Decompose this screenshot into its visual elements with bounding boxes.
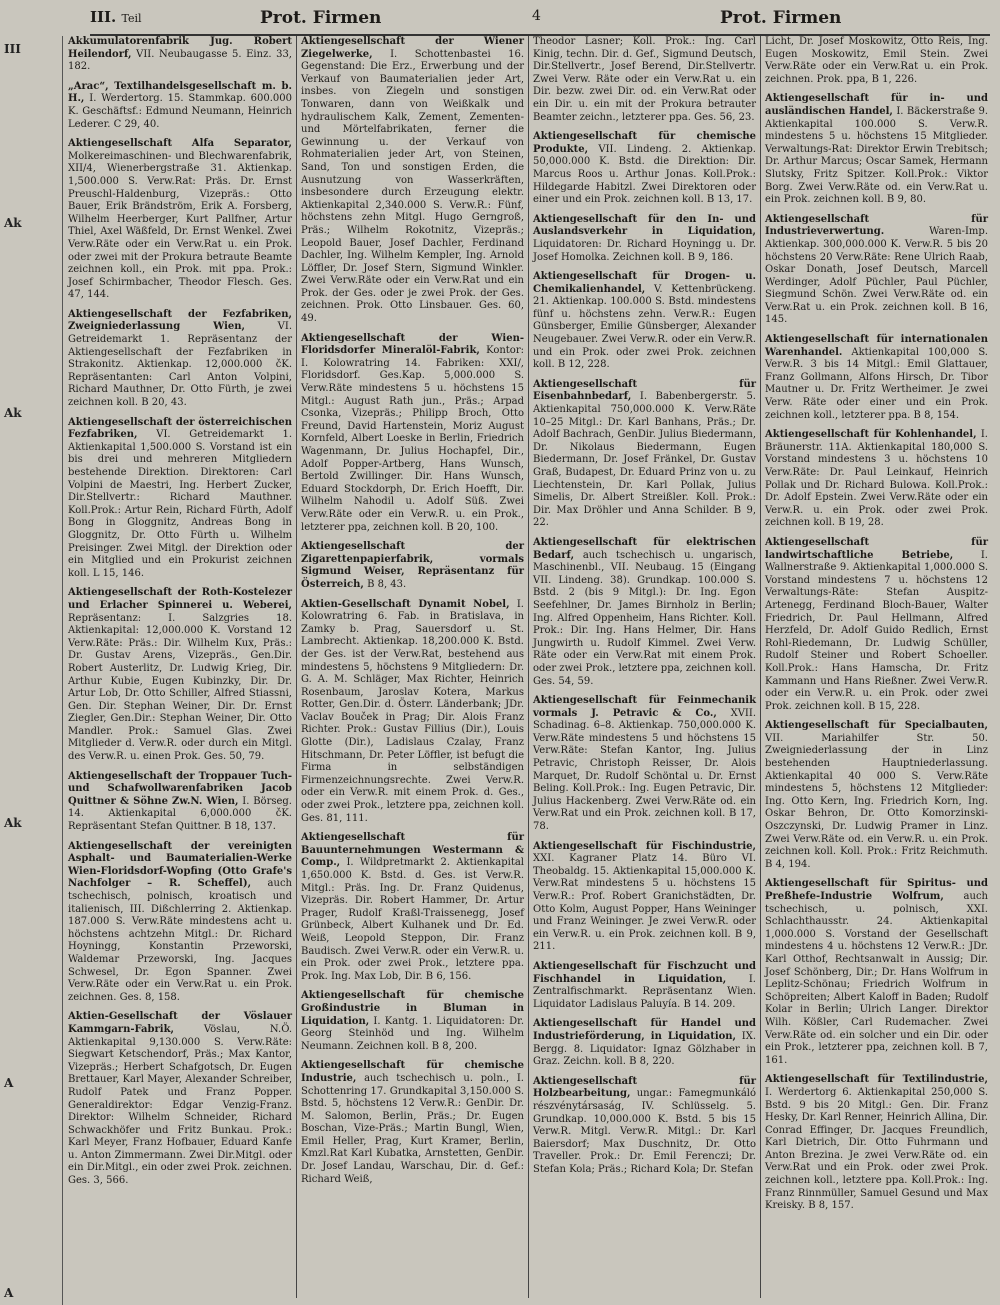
column-1 [64,36,296,1298]
margin-fragment: A [4,1076,14,1090]
company-name: Aktiengesellschaft für Handel und Industrieförderung, in Liquidation, [533,1018,756,1042]
company-name: Aktiengesellschaft der Fezfabriken, Zweigniederlassung Wien, [68,308,292,333]
company-entry [301,1060,524,1186]
column-2 [296,36,528,1298]
company-name: Aktiengesellschaft für Spiritus- und Preßhefe-Industrie Wolfrum, [765,878,988,902]
company-entry [765,1074,988,1213]
company-details: VI. Getreidemarkt 1. Repräsentanz der Aktiengesellschaft der Fezfabriken in Strakonitz. Aktienkap. 12,000.000 čK. Repräsentanten: Carl Anton Volpini, Richard Mauthner, Dr. Otto Fürth, je zwei zeichnen koll. B 20, 43. [68,321,292,409]
company-details: auch tschechisch, u. polnisch, XXI. Schlachthausstr. 24. Aktienkapital 1,000.000 S. Vorstand der Gesellschaft mindestens 4 u. höchstens 12 Verw.R.: JDr. Karl Otthof, Rechtsanwalt in Aussig; Dir. Josef Schönberg, Dir.; Dr. Hans Wolfrum in Leplitz-Schönau; Friedrich Wolfrum in Schöpreiten; Albert Kaloff in Baden; Rudolf Kolar in Berlin; Ulrich Langer. Direktor Wilh. Kößler, Carl Rudemacher. Zwei Verw.Räte od. ein solcher und ein Dir. oder ein Prok., letzterer ppa, zeichnen koll. B 7, 161. [765,891,988,1066]
company-details: Repräsentanz: I. Salzgries 18. Aktienkapital: 12,000.000 K. Vorstand 12 Verw.Räte: Präs.: Dir. Wilhelm Kux, Präs.: Dr. Gustav Arens, Vizepräs., Gen.Dir. Robert Austerlitz, Dr. Ludwig Krieg, Dir. Arthur Kubie, Eugen Kubinzky, Dir. Dr. Artur Lob, Dr. Otto Schiller, Alfred Stiassni, Gen. Dir. Stephan Weiner, Dir. Dr. Ernst Ziegler, Gen.Dir.: Stephan Weiner, Dir. Otto Mandler. Prok.: Samuel Glas. Zwei Mitglieder d. Verw.R. oder durch ein Mitgl. des Verw.R. u. einen Prok. Ges. 50, 79. [68,612,292,763]
company-entry [68,771,292,834]
company-details: VII. Mariahilfer Str. 50. Zweigniederlassung der in Linz bestehenden Hauptniederlassung. Aktienkapital 40 000 S. Verw.Räte mindestens 5, höchstens 12 Mitglieder: Ing. Otto Kern, Ing. Friedrich Korn, Ing. Oskar Behron, Dr. Otto Komorzinski-Oszczynski, Dr. Ludwig Pramer in Linz. Zwei Verw.Räte od. ein Verw.R. u. ein Prok. zeichnen koll. Koll. Prok.: Fritz Reichmuth. B 4, 194. [765,732,988,870]
company-name: Aktiengesellschaft für Kohlenhandel, [765,429,977,441]
page-header [90,4,990,36]
company-entry [533,537,756,688]
company-details: Vöslau, N.Ö. Aktienkapital 9,130.000 S. Verw.Räte: Siegwart Ketschendorf, Präs.; Max Kantor, Vizepräs.; Herbert Schafgotsch, Dr. Eugen Brettauer, Karl Mayer, Alexander Schreiber, Rudolf Patek und Franz Popper. Generaldirektor: Edgar Venzig-Franz. Direktor: Wilhelm Schneider, Richard Schwackhöfer und Fritz Bunkau. Prok.: Karl Meyer, Franz Hofbauer, Eduard Kanfe u. Anton Zimmermann. Zwei Dir.Mitgl. oder ein Dir.Mitgl., ein oder zwei Prok. zeichnen. Ges. 3, 566. [68,1023,292,1187]
company-name: Aktiengesellschaft für Holzbearbeitung, [533,1075,756,1100]
company-name: Aktiengesellschaft für internationalen Warenhandel. [765,334,988,358]
company-entry [301,832,524,983]
company-entry [68,36,292,74]
company-details: VII. Lindeng. 2. Aktienkap. 50,000.000 K. Bstd. die Direktion: Dir. Marcus Roos u. Arthur Jonas. Koll.Prok.: Hildegarde Habitzl. Zwei Direktoren oder einer und ein Prok. zeichnen koll. B 13, 17. [533,143,756,206]
company-name: Aktiengesellschaft der Wien-Floridsdorfer Mineralöl-Fabrik, [301,332,524,357]
company-entry [765,537,988,713]
margin-fragment: Ak [4,216,22,230]
company-details: Aktienkapital 100,000 S. Verw.R. 3 bis 14 Mitgl.: Emil Glattauer, Franz Gollmann, Alfons Hirsch, Dr. Tibor Mautner u. Dr. Fritz Wertheimer. Je zwei Verw. Räte oder einer und ein Prok. zeichnen koll., letzterer ppa. B 8, 154. [765,346,988,421]
company-name: Aktiengesellschaft für in- und ausländischen Handel, [765,93,988,117]
company-details: Waren-Imp. Aktienkap. 300,000.000 K. Verw.R. 5 bis 20 höchstens 20 Verw.Räte: Rene Ulrich Raab, Oskar Donath, Josef Deutsch, Marcell Werdinger, Adolf Püchler, Paul Püchler, Siegmund Schön. Zwei Verw.Räte od. ein Verw.Rat u. ein Prok. zeichnen koll. B 16, 145. [765,226,988,326]
column-3 [528,36,760,1298]
column-4 [760,36,992,1298]
company-name: Aktiengesellschaft für Industrieverwertung. [765,213,988,238]
margin-fragment: Ak [4,816,22,830]
company-entry [68,309,292,410]
company-details: ungar.: Famegmunkáló részvénytársaság, IV. Schlüsselg. 5. Grundkap. 10,000.000 K. Bstd. 5 bis 15 Verw.R. Mitgl. Verw.R. Mitgl.: Dr. Karl Baiersdorf; Max Duschnitz, Dr. Otto Traveller. Prok.: Dr. Emil Ferenczi; Dr. Stefan Kola; Präs.; Richard Kola; Dr. Stefan [533,1088,756,1175]
company-entry [765,429,988,530]
margin-fragment: III [4,42,21,56]
company-entry [533,214,756,264]
company-entry [68,587,292,763]
company-details: IX. Bergg. 8. Liquidator: Ignaz Gölzhaber in Graz. Zeichn. koll. B 8, 220. [533,1030,756,1068]
company-entry [68,841,292,1005]
company-name: Aktiengesellschaft für Feinmechanik vormals J. Petravic & Co., [533,695,756,719]
company-details: I. Börseg. 14. Aktienkapital 6,000.000 čK. Repräsentant Stefan Quittner. B 18, 137. [68,795,292,833]
company-details: Molkereimaschinen- und Blechwarenfabrik, XII/4, Wienerbergstraße 31. Aktienkap. 1,500.000 S. Verw.Rat: Präs. Dr. Ernst Preuschl-Haldenburg, Vizepräs.: Otto Bauer, Erik Brändström, Erik A. Forsberg, Wilhelm Heerberger, Kurt Pallfner, Artur Thiel, Axel Wäßfeld, Dr. Ernst Wenkel. Zwei Verw.Räte oder ein Verw.Rat u. ein Prok. oder zwei mit der Prokura betraute Beamte zeichnen koll., ein Prok. mit ppa. Prok.: Josef Schirmbacher, Theodor Flesch. Ges. 47, 144. [68,150,292,301]
company-name: Aktiengesellschaft für landwirtschaftliche Betriebe, [765,536,988,561]
company-details: I. Zentralfischmarkt. Repräsentanz Wien. Liquidator Ladislaus Paluyía. B 14. 209. [533,973,756,1010]
company-entry [533,271,756,372]
company-name: Aktien-Gesellschaft Dynamit Nobel, [301,598,510,610]
company-details: B 8, 43. [367,578,407,590]
company-name: Aktiengesellschaft für elektrischen Bedarf, [533,536,756,561]
company-name: Aktiengesellschaft für Eisenbahnbedarf, [533,378,756,403]
company-details: V. Kettenbrückeng. 21. Aktienkap. 100.000 S. Bstd. mindestens fünf u. höchstens zehn. Verw.R.: Eugen Günsberger, Emilie Günsberger, Alexander Neugebauer. Zwei Verw.R. oder ein Verw.R. und ein Prok. oder zwei Prok. zeichnen koll. B 12, 228. [533,283,756,371]
running-title-left: Prot. Firmen [260,8,382,28]
company-name: Aktiengesellschaft für Fischindustrie, [533,840,756,852]
company-name: Aktiengesellschaft für Bauunternehmungen Westermann & Comp., [301,832,524,869]
company-name: Aktiengesellschaft für Specialbauten, [765,720,988,732]
company-entry [533,1076,756,1177]
company-entry [68,417,292,581]
company-name: Aktiengesellschaft für Drogen- u. Chemikalienhandel, [533,271,756,295]
page-number: 4 [532,8,541,24]
company-details: I. Werdertorg. 15. Stammkap. 600.000 K. Geschäftsf.: Edmund Neumann, Heinrich Lederer. C 29, 40. [68,93,292,130]
company-entry [533,1018,756,1068]
company-entry [301,36,524,326]
margin-fragment: A [4,1286,14,1300]
company-name: Aktiengesellschaft der österreichischen Fezfabriken, [68,416,292,441]
adjacent-page-margin [0,36,63,1305]
company-details: Theodor Lasner; Koll. Prok.: Ing. Carl Kinig, techn. Dir. d. Gef., Sigmund Deutsch, Dir.Stellvertr., Josef Berend, Dir.Stellvertr. Zwei Verw. Räte oder ein Verw.Rat u. ein Dir. bezw. zwei Dir. od. ein Verw.Rat oder ein Dir. u. ein mit der Prokura betrauter Beamter zeichn., letzterer ppa. Ges. 56, 23. [533,36,756,123]
company-entry [765,93,988,206]
entry-columns [64,36,994,1298]
company-details: Licht, Dr. Josef Moskowitz, Otto Reis, Ing. Eugen Moskowitz, Emil Stein. Zwei Verw.Räte oder ein Verw.Rat u. ein Prok. zeichnen. Prok. ppa, B 1, 226. [765,36,988,85]
company-details: I. Wildpretmarkt 2. Aktienkapital 1,650.000 K. Bstd. d. Ges. ist Verw.R. Mitgl.: Präs. Ing. Dr. Franz Quidenus, Vizepräs. Dir. Robert Hammer, Dr. Artur Prager, Rudolf Kraßl-Traissenegg, Josef Grünbeck, Albert Kulhanek und Dr. Ed. Weiß, Leopold Steppon, Dir. Franz Baudisch. Zwei Verw.R. oder ein Verw.R. u. ein Prok. oder zwei Prok., letztere ppa. Prok. Ing. Max Lob, Dir. B 6, 156. [301,857,524,982]
company-entry [765,36,988,86]
company-entry [301,990,524,1053]
company-details: I. Wallnerstraße 9. Aktienkapital 1,000.000 S. Vorstand mindestens 7 u. höchstens 12 Verwaltungs-Räte: Stefan Auspitz-Artenegg, Ferdinand Bloch-Bauer, Walter Friedrich, Dr. Paul Hellmann, Alfred Herzfeld, Dr. Adolf Guido Redlich, Ernst Rohl-Riedemann, Dr. Ludwig Schüller, Rudolf Steiner und Robert Schoeller. Koll.Prok.: Hans Hamscha, Dr. Fritz Kammann und Hans Rießner. Zwei Verw.R. oder ein Verw.R. u. ein Prok. oder zwei Prok. zeichnen koll. B 15, 228. [765,549,988,712]
margin-fragment: Ak [4,406,22,420]
company-name: Aktiengesellschaft Alfa Separator, [68,138,292,150]
company-details: I. Schottenbastei 16. Gegenstand: Die Erz., Erwerbung und der Verkauf von Baumaterialien jeder Art, insbes. von Ziegeln und sonstigen Tonwaren, dann von Weißkalk und hydraulischem Kalk, Zement, Zementen- und Mörtelfabrikaten, ferner die Gewinnung u. der Verkauf von Rohmaterialien jeder Art, von Steinen, Sand, Ton und sonstigen Erden, die Ausnutzung von Wasserkräften, insbesondere durch Erzeugung elektr. Aktienkapital 2,340.000 S. Verw.R.: Fünf, höchstens zehn Mitgl. Hugo Gerngroß, Präs.; Wilhelm Rokotnitz, Vizepräs.; Leopold Bauer, Josef Dachler, Ferdinand Dachler, Ing. Wilhelm Kempler, Ing. Arnold Löffler, Dr. Josef Stern, Sigmund Winkler. Zwei Verw.Räte oder ein Verw.Rat und ein Prok. der Ges. oder je zwei Prok. der Ges. zeichnen. Prok. Otto Linsbauer. Ges. 60, 49. [301,48,524,325]
running-title-right: Prot. Firmen [720,8,842,28]
company-details: VII. Neubaugasse 5. Einz. 33, 182. [68,48,292,73]
company-entry [301,541,524,591]
company-name: Aktiengesellschaft der Roth-Kostelezer und Erlacher Spinnerei u. Weberei, [68,587,292,611]
company-name: Aktiengesellschaft für den In- und Auslandsverkehr in Liquidation, [533,213,756,238]
company-name: Aktiengesellschaft für chemische Produkte, [533,131,756,155]
company-entry [68,1011,292,1187]
company-entry [68,138,292,302]
company-entry [533,961,756,1011]
company-details: XVII. Schadinag. 6–8. Aktienkap. 750,000.000 K. Verw.Räte mindestens 5 und höchstens 15 Verw.Räte: Stefan Kantor, Ing. Julius Petravic, Christoph Reisser, Dr. Alois Marquet, Dr. Rudolf Schöntal u. Dr. Ernst Beling. Koll.Prok.: Ing. Eugen Petravic, Dir. Julius Hackenberg. Zwei Verw.Räte od. ein Verw.Rat und ein Prok. zeichnen koll. B 17, 78. [533,707,756,833]
company-details: I. Kantg. 1. Liquidatoren: Dr. Georg Steinhöd und Ing. Wilhelm Neumann. Zeichnen koll. B 8, 200. [301,1015,524,1052]
company-entry [533,131,756,207]
company-name: Aktiengesellschaft der Zigarettenpapierfabrik, vormals Sigmund Weiser, Repräsentanz für Österreich, [301,541,524,590]
company-details: XXI. Kagraner Platz 14. Büro VI. Theobaldg. 15. Aktienkapital 15,000.000 K. Verw.Rat mindestens 5 u. höchstens 15 Verw.R.: Prof. Robert Granichstädten, Dr. Otto Kolm, August Popper, Hans Weininger und Franz Weininger. Je zwei Verw.R. oder ein Verw.R. u. ein Prok. zeichnen koll. B 9, 211. [533,853,756,953]
company-details: auch tschechisch u. ungarisch, Maschinenbl., VII. Neubaug. 15 (Eingang VII. Lindeng. 38). Grundkap. 100.000 S. Bstd. 2 (bis 9 Mitgl.): Dr. Ing. Egon Seefehlner, Dr. James Birnholz in Berlin; Ing. Alfred Oppenheim, Hans Richter. Koll. Prok.: Dir. Ing. Hans Helmer, Dir. Hans Jungwirth u. Rudolf Kimmel. Zwei Verw. Räte oder ein Verw.Rat mit einem Prok. oder zwei Prok., letztere ppa, zeichnen koll. Ges. 54, 59. [533,549,756,687]
company-entry [301,333,524,535]
company-details: Kontor: I. Kolowratring 14. Fabriken: XXI/, Floridsdorf. Ges.Kap. 5,000.000 S. Verw.Räte mindestens 5 u. höchstens 15 Mitgl.: August Rath jun., Präs.; Arpad Csonka, Vizepräs.; Philipp Broch, Otto Freund, David Hartenstein, Moriz August Kornfeld, Albert Loeske in Berlin, Friedrich Wagenmann, Dr. Julius Hochapfel, Dir., Adolf Popper-Artberg, Hans Wunsch, Bertold Zwillinger. Dir. Hans Wunsch, Eduard Stockdorph, Dr. Erich Hoefft, Dir. Wilhelm Nahodil u. Adolf Süß. Zwei Verw.Räte oder ein Verw.R. u. ein Prok., letzterer ppa, zeichnen koll. B 20, 100. [301,345,524,533]
company-entry [533,36,756,124]
company-details: I. Kolowratring 6. Fab. in Bratislava, in Zamky b. Prag, Sauersdorf u. St. Lambrecht. Aktienkap. 18,200.000 K. Bstd. der Ges. ist der Verw.Rat, bestehend aus mindestens 5, höchstens 9 Mitgliedern: Dr. G. A. M. Schläger, Max Richter, Heinrich Rosenbaum, Jaroslav Kotera, Markus Rotter, Gen.Dir. d. Österr. Länderbank; JDr. Vaclav Bouček in Prag; Dir. Alois Franz Richter. Prok.: Gustav Fillius (Dir.), Louis Glotte (Dir.), Ladislaus Czalay, Franz Hitschmann, Dr. Peter Löffler, ist befugt die Firma in selbständigen Firmenzeichnungsrechte. Zwei Verw.R. oder ein Verw.R. mit einem Prok. d. Ges., oder zwei Prok., letztere ppa, zeichnen koll. Ges. 81, 111. [301,598,524,824]
company-name: Aktiengesellschaft der Troppauer Tuch- und Schafwollwarenfabriken Jacob Quittner & Söhne Zw.N. Wien, [68,770,292,807]
company-name: Aktiengesellschaft für chemische Großindustrie in Bluman in Liquidation, [301,990,524,1027]
company-name: Aktiengesellschaft für chemische Industrie, [301,1060,524,1084]
company-entry [765,720,988,871]
company-details: I. Bräunerstr. 11A. Aktienkapital 180,000 S. Vorstand mindestens 3 u. höchstens 10 Verw.Räte: Dr. Paul Leinkauf, Heinrich Pollak und Dr. Richard Bulowa. Koll.Prok.: Dr. Adolf Epstein. Zwei Verw.Räte oder ein Verw.R. u. ein Prok. oder zwei Prok. zeichnen koll. B 19, 28. [765,429,988,529]
company-entry [765,214,988,327]
company-entry [765,334,988,422]
company-details: auch tschechisch, polnisch, kroatisch und italienisch, III. Dißchlerring 2. Aktienkap. 187.000 S. Verw.Räte mindestens acht u. höchstens achtzehn Mitgl.: Dr. Richard Hoyningg, Konstantin Przeworski, Waldemar Przeworski, Ing. Jacques Schwesel, Dr. Egon Spanner. Zwei Verw.Räte oder ein Verw.Rat u. ein Prok. zeichnen. Ges. 8, 158. [68,878,292,1003]
company-details: I. Werdertorg 6. Aktienkapital 250,000 S. Bstd. 9 bis 20 Mitgl.: Gen. Dir. Franz Hesky, Dr. Karl Renner, Heinrich Allina, Dir. Conrad Effinger, Dr. Jacques Freundlich, Karl Dietrich, Dir. Otto Fuhrmann und Anton Brezina. Je zwei Verw.Räte od. ein Verw.Rat und ein Prok. oder zwei Prok. zeichnen koll., letztere ppa. Koll.Prok.: Ing. Franz Rinnmüller, Samuel Gesund und Max Kreisky. B 8, 157. [765,1086,988,1212]
company-details: Liquidatoren: Dr. Richard Hoyningg u. Dr. Josef Homolka. Zeichnen koll. B 9, 186. [533,238,756,263]
company-details: I. Bäckerstraße 9. Aktienkapital 100.000 S. Verw.R. mindestens 5 u. höchstens 15 Mitglieder. Verwaltungs-Rat: Direktor Erwin Trebitsch; Dr. Arthur Marcus; Oscar Samek, Hermann Slutsky, Fritz Spitzer. Koll.Prok.: Viktor Borg. Zwei Verw.Räte od. ein Verw.Rat u. ein Prok. zeichnen koll. B 9, 80. [765,105,988,206]
company-entry [533,379,756,530]
company-entry [533,841,756,954]
company-name: Aktiengesellschaft für Textilindustrie, [765,1074,988,1086]
company-details: auch tschechisch u. poln., I. Schottenring 17. Grundkapital 3,150.000 S. Bstd. 5, höchstens 12 Verw.R.: GenDir. Dr. M. Salomon, Berlin, Präs.; Dr. Eugen Boschan, Vize-Präs.; Martin Bungl, Wien, Emil Heller, Prag, Kurt Kramer, Berlin, Kmzl.Rat Karl Kubatka, Arnstetten, GenDir. Dr. Josef Landau, Warschau, Dir. d. Gef.: Richard Weiß, [301,1072,524,1185]
company-entry [765,878,988,1067]
company-entry [301,599,524,826]
part-label: III. Teil [90,8,142,26]
company-details: I. Babenbergerstr. 5. Aktienkapital 750,000.000 K. Verw.Räte 10–25 Mitgl.: Dr. Karl Banhans, Präs.; Dr. Adolf Bachrach, GenDir. Julius Biedermann, Dr. Nikolaus Biedermann, Eugen Biedermann, Dr. Josef Fränkel, Dr. Gustav Graß, Budapest, Dr. Eduard Prinz von u. zu Liechtenstein, Dr. Karl Pollak, Julius Simelis, Dr. Albert Streißler. Koll. Prok.: Dir. Max Dröhler und Anna Schilder. B 9, 22. [533,391,756,529]
company-name: „Arac“, Textilhandelsgesellschaft m. b. H., [68,80,292,105]
company-entry [533,695,756,834]
company-name: Aktiengesellschaft für Fischzucht und Fischhandel in Liquidation, [533,960,756,985]
company-entry [68,81,292,131]
company-name: Akkumulatorenfabrik Jug. Robert Heilendorf, [68,36,292,60]
company-name: Aktien-Gesellschaft der Vöslauer Kammgarn-Fabrik, [68,1011,292,1035]
company-name: Aktiengesellschaft der vereinigten Asphalt- und Baumaterialien-Werke Wien-Floridsdorf-Wopfing (Otto Grafe's Nachfolger – R. Scheffel), [68,840,292,890]
company-details: VI. Getreidemarkt 1. Aktienkapital 1,500.000 S. Vorstand ist ein bis drei und mehreren Mitgliedern bestehende Direktion. Direktoren: Carl Volpini de Maestri, Ing. Herbert Zucker, Dir.Stellvertr.: Richard Mauthner. Koll.Prok.: Artur Rein, Richard Fürth, Adolf Bong in Gloggnitz, Andreas Bong in Gloggnitz, Dr. Otto Fürth u. Wilhelm Preisinger. Zwei Mitgl. der Direktion oder ein Mitglied und ein Prokurist zeichnen koll. L 15, 146. [68,429,292,579]
company-name: Aktiengesellschaft der Wiener Ziegelwerke, [301,36,524,60]
